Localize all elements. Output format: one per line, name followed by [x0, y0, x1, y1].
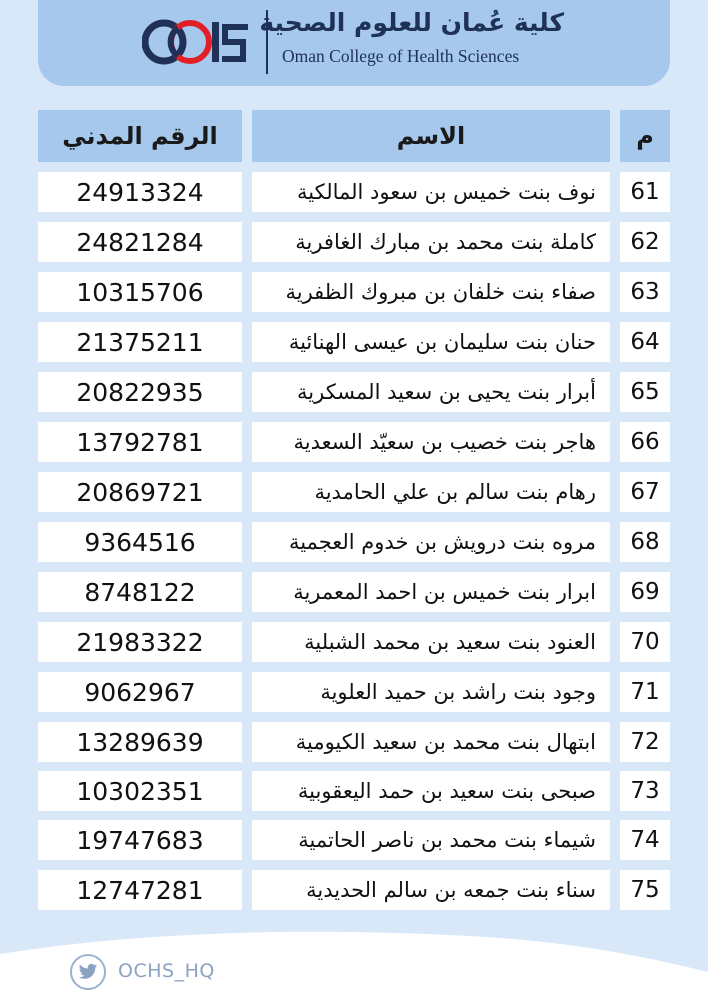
number-cell: 62: [620, 222, 670, 262]
table-row: [0, 322, 708, 362]
civil-number-cell: 20869721: [38, 472, 242, 512]
table-row: [0, 422, 708, 462]
civil-number-cell: 9062967: [38, 672, 242, 712]
civil-number-cell: 24821284: [38, 222, 242, 262]
table-row: [0, 870, 708, 910]
table-row: [0, 722, 708, 762]
number-cell: 70: [620, 622, 670, 662]
twitter-handle[interactable]: OCHS_HQ: [118, 960, 215, 982]
name-cell: كاملة بنت محمد بن مبارك الغافرية: [252, 222, 610, 262]
number-cell: 75: [620, 870, 670, 910]
table-row: [0, 472, 708, 512]
name-cell: صبحى بنت سعيد بن حمد اليعقوبية: [252, 771, 610, 811]
name-cell: صفاء بنت خلفان بن مبروك الظفرية: [252, 272, 610, 312]
name-cell: هاجر بنت خصيب بن سعيّد السعدية: [252, 422, 610, 462]
number-cell: 71: [620, 672, 670, 712]
number-cell: 68: [620, 522, 670, 562]
name-cell: مروه بنت درويش بن خدوم العجمية: [252, 522, 610, 562]
name-cell: ابتهال بنت محمد بن سعيد الكيومية: [252, 722, 610, 762]
number-cell: 67: [620, 472, 670, 512]
table-row: [0, 572, 708, 612]
table-row: [0, 622, 708, 662]
table-row: [0, 820, 708, 860]
civil-number-cell: 8748122: [38, 572, 242, 612]
name-cell: ابرار بنت خميس بن احمد المعمرية: [252, 572, 610, 612]
table-row: [0, 672, 708, 712]
name-cell: نوف بنت خميس بن سعود المالكية: [252, 172, 610, 212]
name-cell: رهام بنت سالم بن علي الحامدية: [252, 472, 610, 512]
name-cell: أبرار بنت يحيى بن سعيد المسكرية: [252, 372, 610, 412]
header-name: الاسم: [252, 110, 610, 162]
logo-arabic-text: كلية عُمان للعلوم الصحية: [259, 8, 564, 37]
name-cell: العنود بنت سعيد بن محمد الشبلية: [252, 622, 610, 662]
name-cell: حنان بنت سليمان بن عيسى الهنائية: [252, 322, 610, 362]
table-row: [0, 272, 708, 312]
number-cell: 73: [620, 771, 670, 811]
footer-wave: [0, 920, 708, 1000]
number-cell: 61: [620, 172, 670, 212]
table-row: [0, 771, 708, 811]
civil-number-cell: 10315706: [38, 272, 242, 312]
civil-number-cell: 9364516: [38, 522, 242, 562]
logo-english-text: Oman College of Health Sciences: [282, 46, 520, 66]
civil-number-cell: 19747683: [38, 820, 242, 860]
number-cell: 65: [620, 372, 670, 412]
name-cell: سناء بنت جمعه بن سالم الحديدية: [252, 870, 610, 910]
twitter-bird-icon: [78, 963, 98, 981]
twitter-link[interactable]: [70, 954, 106, 990]
number-cell: 63: [620, 272, 670, 312]
civil-number-cell: 13792781: [38, 422, 242, 462]
number-cell: 66: [620, 422, 670, 462]
table-row: [0, 222, 708, 262]
number-cell: 74: [620, 820, 670, 860]
name-cell: وجود بنت راشد بن حميد العلوية: [252, 672, 610, 712]
table-row: [0, 522, 708, 562]
civil-number-cell: 12747281: [38, 870, 242, 910]
number-cell: 69: [620, 572, 670, 612]
civil-number-cell: 13289639: [38, 722, 242, 762]
civil-number-cell: 21375211: [38, 322, 242, 362]
header-civil-number: الرقم المدني: [38, 110, 242, 162]
table-row: [0, 372, 708, 412]
civil-number-cell: 21983322: [38, 622, 242, 662]
name-cell: شيماء بنت محمد بن ناصر الحاتمية: [252, 820, 610, 860]
number-cell: 64: [620, 322, 670, 362]
header-number: م: [620, 110, 670, 162]
table-row: [0, 172, 708, 212]
civil-number-cell: 20822935: [38, 372, 242, 412]
number-cell: 72: [620, 722, 670, 762]
civil-number-cell: 10302351: [38, 771, 242, 811]
civil-number-cell: 24913324: [38, 172, 242, 212]
